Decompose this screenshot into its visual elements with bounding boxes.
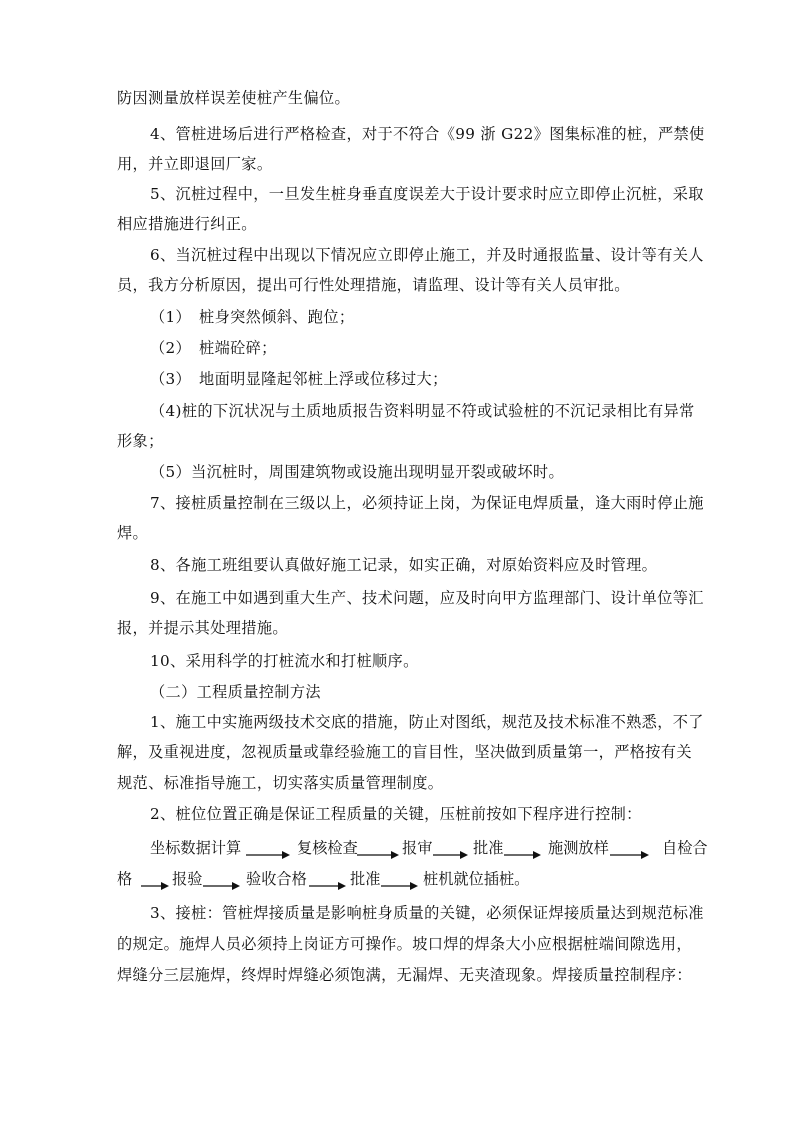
text-line: 2、桩位位置正确是保证工程质量的关键，压桩前按如下程序进行控制： bbox=[150, 805, 642, 823]
text-line: （2） 桩端砼碎； bbox=[150, 339, 277, 357]
text-line: （1） 桩身突然倾斜、跑位； bbox=[150, 308, 355, 326]
text-line: 焊。 bbox=[117, 524, 149, 542]
text-line: 8、各施工班组要认真做好施工记录，如实正确，对原始资料应及时管理。 bbox=[150, 556, 658, 574]
arrow-right-icon bbox=[504, 840, 542, 860]
text-line: 10、采用科学的打桩流水和打桩顺序。 bbox=[150, 652, 419, 670]
text-line: 用，并立即退回厂家。 bbox=[117, 155, 273, 173]
text-line: 报，并提示其处理措施。 bbox=[117, 619, 288, 637]
arrow-right-icon bbox=[309, 871, 347, 891]
text-line: 5、沉桩过程中，一旦发生桩身垂直度误差大于设计要求时应立即停止沉桩，采取 bbox=[150, 185, 704, 203]
flow-step: 格 bbox=[117, 870, 133, 888]
flow-step: 报验 bbox=[172, 870, 203, 888]
arrow-right-icon bbox=[357, 840, 400, 860]
text-line: 的规定。施焊人员必须持上岗证方可操作。坡口焊的焊条大小应根据桩端间隙选用， bbox=[117, 935, 692, 953]
flow-step: 批准 bbox=[350, 870, 381, 888]
text-line: （3） 地面明显隆起邻桩上浮或位移过大； bbox=[150, 370, 448, 388]
text-line: 防因测量放样误差使桩产生偏位。 bbox=[117, 89, 351, 107]
text-line: （5）当沉桩时，周围建筑物或设施出现明显开裂或破坏时。 bbox=[150, 463, 564, 481]
text-line: （二）工程质量控制方法 bbox=[150, 683, 321, 701]
text-line: 9、在施工中如遇到重大生产、技术问题，应及时向甲方监理部门、设计单位等汇 bbox=[150, 589, 704, 607]
flow-step: 施测放样 bbox=[548, 839, 609, 857]
text-line: 员，我方分析原因，提出可行性处理措施，请监理、设计等有关人员审批。 bbox=[117, 276, 630, 294]
text-line: 6、当沉桩过程中出现以下情况应立即停止施工，并及时通报监量、设计等有关人 bbox=[150, 246, 704, 264]
flow-step: 批准 bbox=[473, 839, 504, 857]
text-line: 7、接桩质量控制在三级以上，必须持证上岗，为保证电焊质量，逢大雨时停止施 bbox=[150, 494, 704, 512]
text-line: 4、管桩进场后进行严格检查，对于不符合《99 浙 G22》图集标准的桩，严禁使 bbox=[150, 125, 705, 143]
arrow-right-icon bbox=[203, 871, 241, 891]
text-line: 3、接桩：管桩焊接质量是影响桩身质量的关键，必须保证焊接质量达到规范标准 bbox=[150, 904, 704, 922]
text-line: 解，及重视进度，忽视质量或靠经验施工的盲目性，坚决做到质量第一，严格按有关 bbox=[117, 743, 692, 761]
text-line: 规范、标准指导施工，切实落实质量管理制度。 bbox=[117, 774, 444, 792]
flow-step: 自检合 bbox=[662, 839, 708, 857]
flow-step: 复核检查 bbox=[297, 839, 358, 857]
flow-step: 桩机就位插桩。 bbox=[423, 870, 530, 888]
text-line: 形象； bbox=[117, 432, 164, 450]
arrow-right-icon bbox=[381, 871, 419, 891]
arrow-right-icon bbox=[141, 871, 170, 891]
arrow-right-icon bbox=[433, 840, 469, 860]
arrow-right-icon bbox=[610, 840, 650, 860]
text-line: （4)桩的下沉状况与土质地质报告资料明显不符或试验桩的不沉记录相比有异常 bbox=[150, 402, 695, 420]
text-line: 1、施工中实施两级技术交底的措施，防止对图纸，规范及技术标准不熟悉，不了 bbox=[150, 713, 704, 731]
flow-step: 坐标数据计算 bbox=[150, 839, 242, 857]
flow-step: 报审 bbox=[402, 839, 433, 857]
flow-step: 验收合格 bbox=[246, 870, 307, 888]
arrow-right-icon bbox=[246, 840, 291, 860]
text-line: 相应措施进行纠正。 bbox=[117, 215, 257, 233]
text-line: 焊缝分三层施焊，终焊时焊缝必须饱满，无漏焊、无夹渣现象。焊接质量控制程序： bbox=[117, 966, 692, 984]
